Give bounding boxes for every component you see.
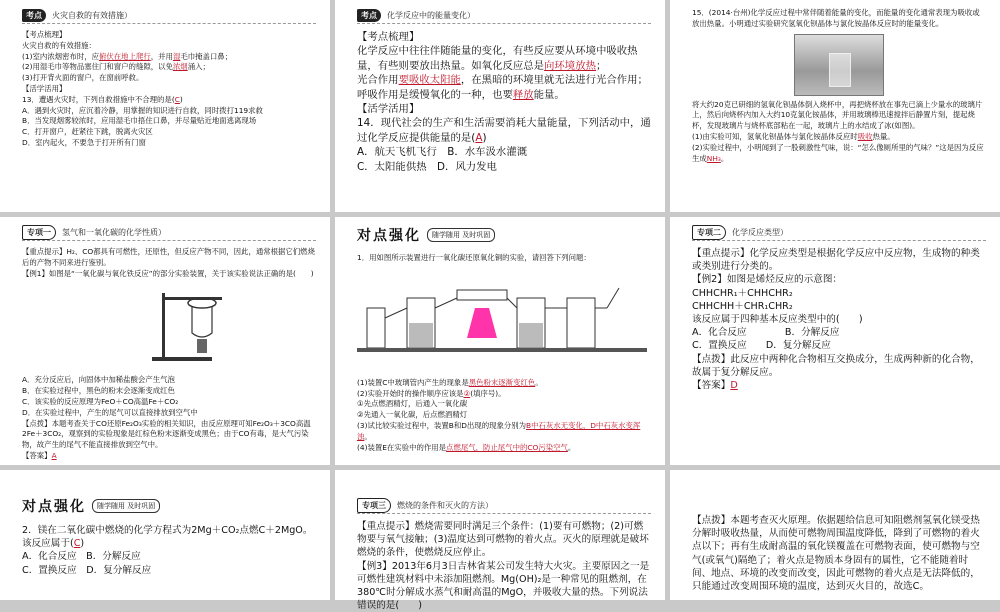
slide-title: 火灾自救的有效措施） (52, 11, 132, 20)
line-text: ，并用 (150, 51, 173, 61)
slide-title: 氢气和一氧化碳的化学性质） (62, 228, 166, 237)
answer-text: B中石灰水无变化，D中石灰水变浑浊 (357, 420, 641, 441)
line-text: A．遇到火灾时，应沉着冷静，用掌握的知识进行自救，同时拨打119求救 (22, 105, 263, 115)
text-line (692, 8, 986, 30)
answer-text: 吸收 (857, 131, 873, 141)
line-text: 毛巾掩盖口鼻； (180, 51, 233, 61)
slide-body-bottom (692, 100, 986, 165)
line-text: B．当发现烟雾较浓时，应用湿毛巾捂住口鼻，并尽量贴近地面逃离现场 (22, 116, 257, 126)
topic-tag: 考点 (357, 9, 381, 22)
line-text: 【例3】2013年6月3日吉林省某公司发生特大火灾。主要原因之一是可燃性建筑材料中未添加阻燃剂。Mg(OH)₂是一种常见的阻燃剂，在380℃时分解成水蒸气和耐高温的MgO，并吸收大量的热。下列说法错误的是( ) (357, 560, 650, 612)
topic-tag: 专项二 (692, 225, 726, 240)
text-line (22, 550, 316, 563)
text-line (357, 410, 651, 421)
text-line (22, 451, 316, 462)
text-line (22, 269, 316, 280)
section-subtitle: 随学随用 及时巩固 (427, 228, 495, 242)
text-line (692, 514, 986, 593)
slide-header (22, 8, 316, 24)
line-text: 15．(2014·台州)化学反应过程中常伴随着能量的变化，而能量的变化通常表现为吸收或放出热量。小明通过实验研究氢氧化钡晶体与氯化铵晶体反应时的能量变化。 (692, 8, 980, 28)
line-text: C．该实验的反应原理为FeO＋CO高温Fe＋CO₂ (22, 396, 179, 406)
experiment-photo (794, 34, 884, 96)
text-line (692, 379, 986, 392)
line-text: (1)装置C中玻璃管内产生的现象是 (357, 377, 469, 387)
text-line (22, 564, 316, 577)
answer-text: A (51, 450, 57, 460)
answer-text: 要吸收太阳能 (398, 74, 461, 87)
line-text: 能量。 (533, 88, 565, 101)
line-text: C．置换反应 D．复分解反应 (22, 564, 152, 576)
line-text: (2)用湿毛巾等物品塞住门和窗户的缝隙，以免 (22, 62, 173, 72)
line-text: 该反应属于四种基本反应类型中的( ) (692, 314, 863, 326)
answer-text: A (475, 131, 483, 144)
line-text: D．在实验过程中，产生的尾气可以直接排放到空气中 (22, 407, 198, 417)
line-text: 将大约20克已研细的氢氧化钡晶体倒入烧杯中，再把烧杯放在事先已滴上少量水的玻璃片上，然后向烧杯内加入大约10克氯化铵晶体，并用玻璃棒迅速搅拌后静置片刻，提起烧杯，发现玻璃片与烧杯底部粘在一起，玻璃片上的水结成了冰(如图)。 (692, 99, 983, 131)
line-text: ； (595, 59, 607, 72)
text-line (692, 287, 986, 300)
line-text: 14．现代社会的生产和生活需要消耗大量能量，下列活动中，通过化学反应提供能量的是( (357, 117, 651, 144)
line-text: 【考点梳理】 (357, 31, 420, 43)
slide-title: 燃烧的条件和灭火的方法） (397, 501, 493, 510)
line-text: 【点拨】此反应中两种化合物相互交换成分，生成两种新的化合物，故属于复分解反应。 (692, 353, 980, 378)
text-line (692, 100, 986, 132)
line-text: 【答案】 (692, 380, 731, 392)
line-text: 2．镁在二氧化碳中燃烧的化学方程式为2Mg＋CO₂点燃C＋2MgO。该反应属于( (22, 525, 313, 550)
slide-barium-hydroxide-experiment (670, 0, 1000, 212)
line-text: (3)打开背火面的窗户，在窗前呼救。 (22, 73, 144, 83)
slide-energy-change (335, 0, 665, 212)
slide-fire-extinguishing-hint (670, 470, 1000, 600)
answer-text: 黑色粉末逐渐变红色 (468, 377, 536, 387)
answer-text: 点燃尾气，防止尾气中的CO污染空气 (446, 442, 568, 452)
text-line (22, 247, 316, 269)
text-line (22, 397, 316, 408)
line-text: 火灾自救的有效措施： (22, 40, 96, 50)
text-line (357, 160, 651, 174)
line-text: 【重点提示】H₂、CO都具有可燃性，还原性，但反应产物不同，因此，通常根据它们燃烧后的产物不同来进行鉴别。 (22, 247, 315, 267)
slide-body (692, 247, 986, 392)
text-line (692, 353, 986, 379)
answer-text: D (730, 380, 738, 392)
text-line (692, 273, 986, 286)
section-subtitle: 随学随用 及时巩固 (92, 499, 160, 513)
slide-body-top (357, 253, 651, 264)
line-text: CHHCHR₁＋CHHCHR₂ (692, 287, 793, 299)
text-line (22, 419, 316, 451)
answer-text: 俯伏在地上爬行 (99, 51, 151, 61)
line-text: ①先点燃酒精灯，后通入一氧化碳 (357, 399, 468, 409)
text-line (692, 300, 986, 313)
slide-body (22, 30, 316, 149)
text-line (22, 84, 316, 95)
beaker-image (829, 53, 851, 87)
line-text: 【答案】 (22, 450, 52, 460)
slide-body (692, 514, 986, 593)
line-text: 化学反应中往往伴随能量的变化，有些反应要从环境中吸收热量，有些则要放出热量。如氧化反应总是 (357, 45, 638, 72)
line-text: ，在黑暗的环境里就无法进行光合作用；呼吸作用是缓慢氧化的一种，也要 (357, 74, 648, 101)
line-text: 【例2】如图是烯烃反应的示意图： (692, 274, 843, 286)
line-text: A．航天飞机飞行 B．水车汲水灌溉 (357, 146, 528, 159)
text-line (357, 520, 651, 560)
line-text: 【考点梳理】 (22, 30, 67, 39)
apparatus-diagram (357, 268, 647, 368)
text-line (357, 145, 651, 159)
line-text: 热量。 (872, 131, 895, 141)
line-text: 光合作用 (357, 74, 399, 87)
line-text: 。 (720, 153, 729, 163)
line-text: (填序号)。 (470, 388, 506, 398)
section-title (22, 496, 316, 516)
slide-practice-2 (0, 470, 330, 600)
text-line (357, 421, 651, 443)
slide-body (357, 520, 651, 612)
text-line (357, 253, 651, 264)
line-text: 【重点提示】燃烧需要同时满足三个条件：(1)要有可燃物；(2)可燃物要与氧气接触；(3)温度达到可燃物的着火点。灭火的原理就是破坏燃烧的条件，使燃烧反应停止。 (357, 521, 649, 559)
text-line (357, 378, 651, 389)
slide-header (357, 498, 651, 514)
slide-body-bottom (357, 378, 651, 454)
text-line (22, 73, 316, 84)
line-text: ②先通入一氧化碳，后点燃酒精灯 (357, 410, 468, 420)
text-line (22, 30, 316, 41)
text-line (22, 62, 316, 73)
answer-text: C (73, 538, 81, 550)
answer-text: NH₃ (706, 153, 721, 163)
text-line (22, 106, 316, 117)
line-text: (1)由实验可知，氢氧化钡晶体与氯化铵晶体反应时 (692, 131, 858, 141)
answer-text: 湿 (172, 51, 181, 61)
slide-body (357, 30, 651, 174)
slide-header (22, 225, 316, 241)
text-line (22, 52, 316, 63)
slide-combustion-conditions (335, 470, 665, 612)
text-line (357, 116, 651, 145)
line-text: 【点拨】本题考查灭火原理。依据题给信息可知阻燃剂氢氧化镁受热分解时吸收热量，从而使可燃物周围温度降低，降到了可燃物的着火点以下；再有生成耐高温的氧化镁覆盖在可燃物表面，使可燃物与空气(或氧气)隔绝了；着火点是物质本身固有的属性，它不能随着时间、地点、环境的改变而改变，因此可燃物的着火点是无法降低的，只能通过改变周围环境的温度，达到灭火目的，故选C。 (692, 515, 980, 593)
text-line (22, 41, 316, 52)
text-line (692, 143, 986, 165)
line-text: ) (80, 538, 85, 550)
topic-tag: 专项三 (357, 498, 391, 513)
answer-text: 向环境放热 (544, 59, 596, 72)
section-title (357, 225, 651, 245)
line-text: 【例1】如图是“一氧化碳与氧化铁反应”的部分实验装置，关于该实验说法正确的是( ) (22, 268, 314, 278)
line-text: (3)试比较实验过程中，装置B和D出现的现象分别为 (357, 420, 527, 430)
line-text: 13．遭遇火灾时，下列自救措施中不合理的是( (22, 94, 175, 104)
line-text: 【点拨】本题考查关于CO还原Fe₂O₃实验的相关知识，由反应原理可知Fe₂O₃＋3CO高温2Fe＋3CO₂，观察到的实验现象是红棕色粉末逐渐变成黑色；由于CO有毒，是大气污染物，故产生的尾气不能直接排放到空气中。 (22, 418, 311, 450)
text-line (357, 44, 651, 73)
slide-body-top (22, 247, 316, 279)
line-text: A．化合反应 B．分解反应 (22, 551, 141, 563)
line-text: ) (179, 94, 183, 104)
line-text: C．太阳能供热 D．风力发电 (357, 160, 497, 173)
line-text: (4)装置E在实验中的作用是 (357, 442, 447, 452)
text-line (22, 524, 316, 550)
answer-text: ② (463, 388, 471, 398)
topic-tag: 专项一 (22, 225, 56, 240)
slide-header (692, 225, 986, 241)
text-line (22, 375, 316, 386)
line-text: 1．用如图所示装置进行一氧化碳还原氧化铜的实验，请回答下列问题： (357, 253, 591, 262)
slide-header (357, 8, 651, 24)
slide-body-bottom (22, 375, 316, 461)
slide-fire-self-rescue (0, 0, 330, 212)
line-text: D．室内起火，不要急于打开所有门窗 (22, 137, 146, 147)
slide-practice-1 (335, 217, 665, 465)
slide-title: 化学反应类型） (732, 228, 788, 237)
text-line (22, 386, 316, 397)
topic-tag: 考点 (22, 9, 46, 22)
text-line (22, 116, 316, 127)
line-text: C．打开窗户，赶紧往下跳，脱离火灾区 (22, 127, 153, 137)
answer-text: 浓烟 (172, 62, 188, 72)
text-line (357, 560, 651, 612)
line-text: A．化合反应 B．分解反应 (692, 327, 840, 339)
text-line (692, 132, 986, 143)
answer-text: 释放 (512, 88, 534, 101)
slide-h2-co-properties (0, 217, 330, 465)
line-text: (2)实验开始时的操作顺序应该是 (357, 388, 464, 398)
slide-body (22, 524, 316, 577)
line-text: CHHCHH＋CHR₁CHR₂ (692, 300, 793, 312)
line-text: C．置换反应 D．复分解反应 (692, 340, 831, 352)
text-line (22, 138, 316, 149)
line-text: 【活学活用】 (357, 103, 420, 116)
line-text: A．充分反应后，向固体中加稀盐酸会产生气泡 (22, 375, 175, 385)
slide-body-top (692, 8, 986, 30)
text-line (357, 73, 651, 102)
text-line (357, 30, 651, 44)
text-line (357, 443, 651, 454)
iron-stand-diagram (132, 283, 252, 365)
answer-text: C (174, 94, 180, 104)
text-line (22, 408, 316, 419)
line-text: 【重点提示】化学反应类型是根据化学反应中反应物，生成物的种类或类别进行分类的。 (692, 248, 980, 273)
line-text: ) (482, 131, 487, 144)
line-text: 【活学活用】 (22, 83, 67, 93)
line-text: 涌入； (187, 62, 210, 72)
line-text: B．在实验过程中，黑色的粉末会逐渐变成红色 (22, 386, 175, 396)
section-title-text: 对点强化 (357, 228, 421, 244)
text-line (357, 389, 651, 400)
text-line (692, 313, 986, 326)
slide-reaction-types (670, 217, 1000, 465)
line-text: (2)实验过程中，小明闻到了一股刺激性气味，说：“怎么像厕所里的气味？”这是因为反应生成 (692, 142, 984, 163)
line-text: 。 (364, 431, 372, 441)
line-text: 。 (567, 442, 576, 452)
text-line (692, 339, 986, 352)
text-line (22, 95, 316, 106)
section-title-text: 对点强化 (22, 499, 86, 515)
text-line (692, 326, 986, 339)
text-line (357, 102, 651, 116)
line-text: (1)室内浓烟密布时，应 (22, 51, 99, 61)
text-line (357, 399, 651, 410)
slide-title: 化学反应中的能量变化） (387, 11, 475, 20)
line-text: 。 (535, 377, 543, 387)
text-line (22, 127, 316, 138)
text-line (692, 247, 986, 273)
